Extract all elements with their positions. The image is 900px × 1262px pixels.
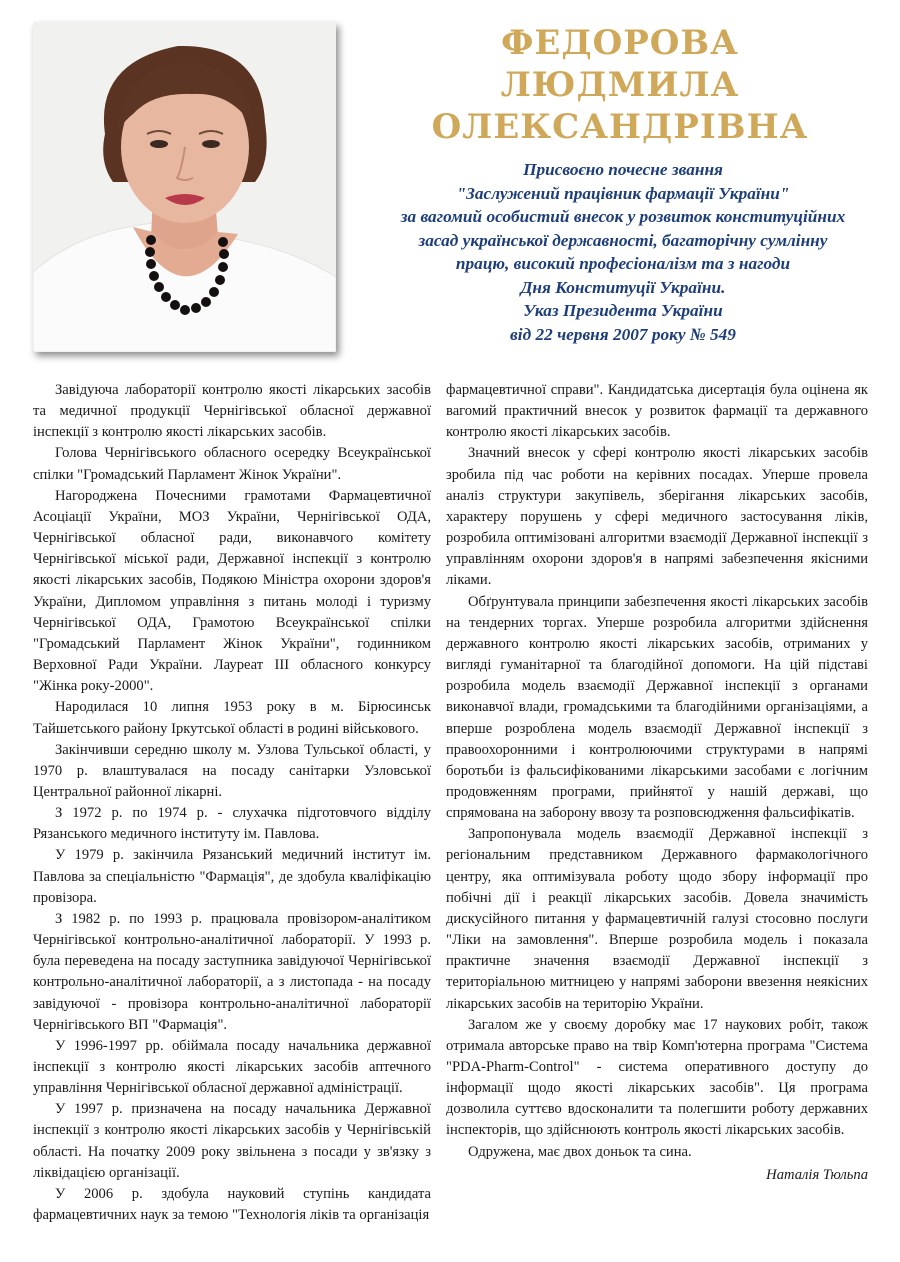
paragraph: Значний внесок у сфері контролю якості лікарських засобів зробила під час роботи на керівних посадах. Уперше провела аналіз структури закупівель, зберігання лікарських засобів, характеру порушень у сфері медичного застосування ліків, розробила оптимізовані алгоритми взаємодії Державної інспекції з управлінням охорони здоров'я в напрямі забезпечення якісними ліками. [446,445,868,589]
award-line: Дня Конституції України. [520,277,726,297]
paragraph: У 2006 р. здобула науковий ступінь кандидата фармацевтичних наук за темою "Технологія ліків та організація [33,1185,431,1224]
paragraph: З 1982 р. по 1993 р. працювала провізором-аналітиком Чернігівської контрольно-аналітичної лабораторії. У 1993 р. була переведена на посаду заступника завідуючої Чернігівської контрольно-аналітичної лабораторії, а з листопада - на посаду завідуючої - провізора контрольно-аналітичної лабораторії Чернігівського ВП "Фармація". [33,910,431,1033]
paragraph: Голова Чернігівського обласного осередку Всеукраїнської спілки "Громадський Парламент Жінок України". [33,445,431,483]
name-patronymic: ОЛЕКСАНДРІВНА [431,107,809,147]
paragraph: Народилася 10 липня 1953 року в м. Бірюсинськ Тайшетського району Іркутської області в родині військового. [33,699,431,737]
award-line: Указ Президента України [523,301,723,320]
name-first: ЛЮДМИЛА [500,65,740,105]
paragraph: У 1979 р. закінчила Рязанський медичний інститут ім. Павлова за спеціальністю "Фармація", де здобула кваліфікацію провізора. [33,847,431,906]
paragraph: У 1997 р. призначена на посаду начальника Державної інспекції з контролю якості лікарських засобів у Чернігівській області. На початку 2009 року звільнена з посади у зв'язку з ліквідацією організації. [33,1101,431,1181]
paragraph: Запропонувала модель взаємодії Державної інспекції з регіональним представником Державного фармакологічного центру, яка оптимізувала роботу щодо збору інформації про побічні дії і реакції лікарських засобів. Довела значимість дискусійного питання у фармацевтичній галузі стосовно послуги "Ліки на замовлення". Вперше розробила модель і показала практичне значення взаємодії Державної інспекції з територіальною митницею у напрямі заборони ввезення неякісних лікарських засобів на територію України. [446,826,868,1012]
award-line: Присвоєно почесне звання [523,160,723,179]
award-line: від 22 червня 2007 року № 549 [510,324,736,344]
author-signature: Наталія Тюльпа [766,1166,868,1183]
award-line: за вагомий особистий внесок у розвиток конституційних [400,207,846,226]
paragraph: Завідуюча лабораторії контролю якості лікарських засобів та медичної продукції Чернігівської обласної державної інспекції з контролю якості лікарських засобів. [33,382,431,441]
paragraph-continuation: фармацевтичної справи". Кандидатська дисертація була оцінена як вагомий практичний внесок у розвиток фармації та державного контролю якості лікарських засобів. [446,382,868,441]
award-line: "Заслужений працівник фармації України" [456,183,790,203]
name-surname: ФЕДОРОВА [501,23,739,63]
paragraph: Нагороджена Почесними грамотами Фармацевтичної Асоціації України, МОЗ України, Чернігівської ОДА, Чернігівської обласної ради, виконавчого комітету Чернігівської міської ради, Державної інспекції з контролю якості лікарських засобів, Подякою Міністра охорони здоров'я України, Дипломом управління з питань молоді і туризму Чернігівської ОДА, Грамотою Всеукраїнської спілки "Громадський Парламент Жінок України", годинником Верховної Ради України. Лауреат III обласного конкурсу "Жінка року-2000". [33,487,431,695]
article-column-right [446,380,868,1186]
paragraph: Обґрунтувала принципи забезпечення якості лікарських засобів на тендерних торгах. Уперше розробила алгоритми здійснення державного контролю якості лікарських засобів, отриманих у вигляді гуманітарної та благодійної допомоги. На цій підставі розробила модель взаємодії Державної інспекції з органами виконавчої влади, громадськими та благодійними організаціями, а вперше розроблена модель взаємодії Державної інспекції з правоохоронними і контролюючими структурами в напрямі боротьби із фальсифікованими лікарськими засобами є логічним продовженням програми, прийнятої у нашій державі, що спрямована на заборону ввозу та розповсюдження фальсифікатів. [446,593,868,822]
paragraph: Загалом же у своєму доробку має 17 наукових робіт, також отримала авторське право на твір Комп'ютерна програма "Система "PDA-Pharm-Control" - система оперативного доступу до інформації щодо якості лікарських засобів". Ця програма дозволила суттєво вдосконалити та полегшити роботу державних інспекторів, що здійснюють контроль якості лікарських засобів. [446,1016,868,1139]
article-column-left [33,380,431,1226]
portrait-photo [33,22,336,352]
portrait-illustration [33,22,336,352]
award-line: засад української державності, багаторічну сумлінну [418,230,828,250]
paragraph: Одружена, має двох доньок та сина. [468,1143,692,1160]
person-name [420,22,820,148]
paragraph: Закінчивши середню школу м. Узлова Тульської області, у 1970 р. влаштувалася на посаду санітарки Узловської Центральної районної лікарні. [33,741,431,800]
award-statement [362,158,884,346]
award-line: працю, високий професіоналізм та з нагоди [455,254,791,273]
paragraph: З 1972 р. по 1974 р. - слухачка підготовчого відділу Рязанського медичного інституту ім. Павлова. [33,805,431,843]
paragraph: У 1996-1997 рр. обіймала посаду начальника державної інспекції з контролю якості лікарських засобів аптечного управління Чернігівської обласної державної адміністрації. [33,1037,431,1097]
